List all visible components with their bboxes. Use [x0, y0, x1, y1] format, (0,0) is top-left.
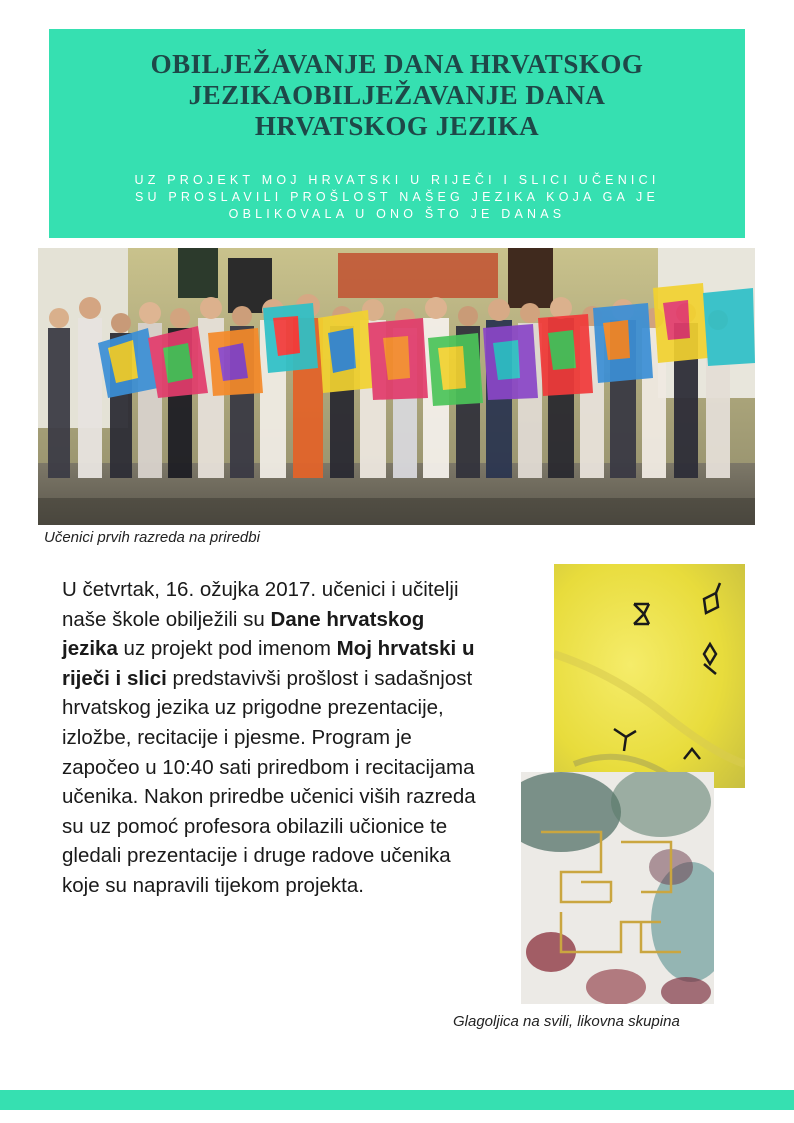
article-text-part-2: uz projekt pod imenom: [117, 637, 337, 661]
title-line-1: OBILJEŽAVANJE DANA HRVATSKOG: [150, 49, 644, 79]
article-text: [62, 575, 482, 901]
gallery-caption: Glagoljica na svili, likovna skupina: [453, 1013, 680, 1030]
footer-bar: [0, 1090, 794, 1110]
title-line-2: JEZIKAOBILJEŽAVANJE DANA: [188, 80, 606, 110]
photo-caption: Učenici prvih razreda na priredbi: [44, 529, 260, 546]
article-bold-dane: Dane hrvatskog jezika: [62, 607, 425, 661]
subtitle-line-1: UZ PROJEKT MOJ HRVATSKI U RIJEČI I SLICI UČENICI: [134, 173, 660, 187]
title-line-3: HRVATSKOG JEZIKA: [254, 111, 540, 141]
white-silk-glagolitic-image: [521, 772, 714, 1004]
yellow-silk-glagolitic-image: [554, 564, 745, 788]
page-subtitle: [89, 172, 705, 223]
article-text-part-3: predstavivši prošlost i sadašnjost hrvatskog jezika uz prigodne prezentacije, izložbe, recitacije i pjesme. Program je započeo u 10:40 sati priredbom i recitacijama učenika. Nakon priredbe učenici viših razreda su uz pomoć profesora obilazili učionice te gledali prezentacije i druge radove učenika koje su napravili tijekom projekta.: [62, 666, 476, 897]
silk-painting-white: [521, 772, 714, 1004]
page-title: [49, 49, 745, 142]
event-photo: [38, 248, 755, 525]
subtitle-line-3: OBLIKOVALA U ONO ŠTO JE DANAS: [228, 207, 566, 221]
children-performance-image: [38, 248, 755, 525]
header-banner: [49, 29, 745, 238]
subtitle-line-2: SU PROSLAVILI PROŠLOST NAŠEG JEZIKA KOJA GA JE: [134, 190, 660, 204]
article-bold-project: Moj hrvatski u riječi i slici: [62, 637, 475, 690]
silk-painting-yellow: [554, 564, 745, 788]
article-text-part-1: U četvrtak, 16. ožujka 2017. učenici i učitelji naše škole obilježili su: [62, 578, 459, 631]
